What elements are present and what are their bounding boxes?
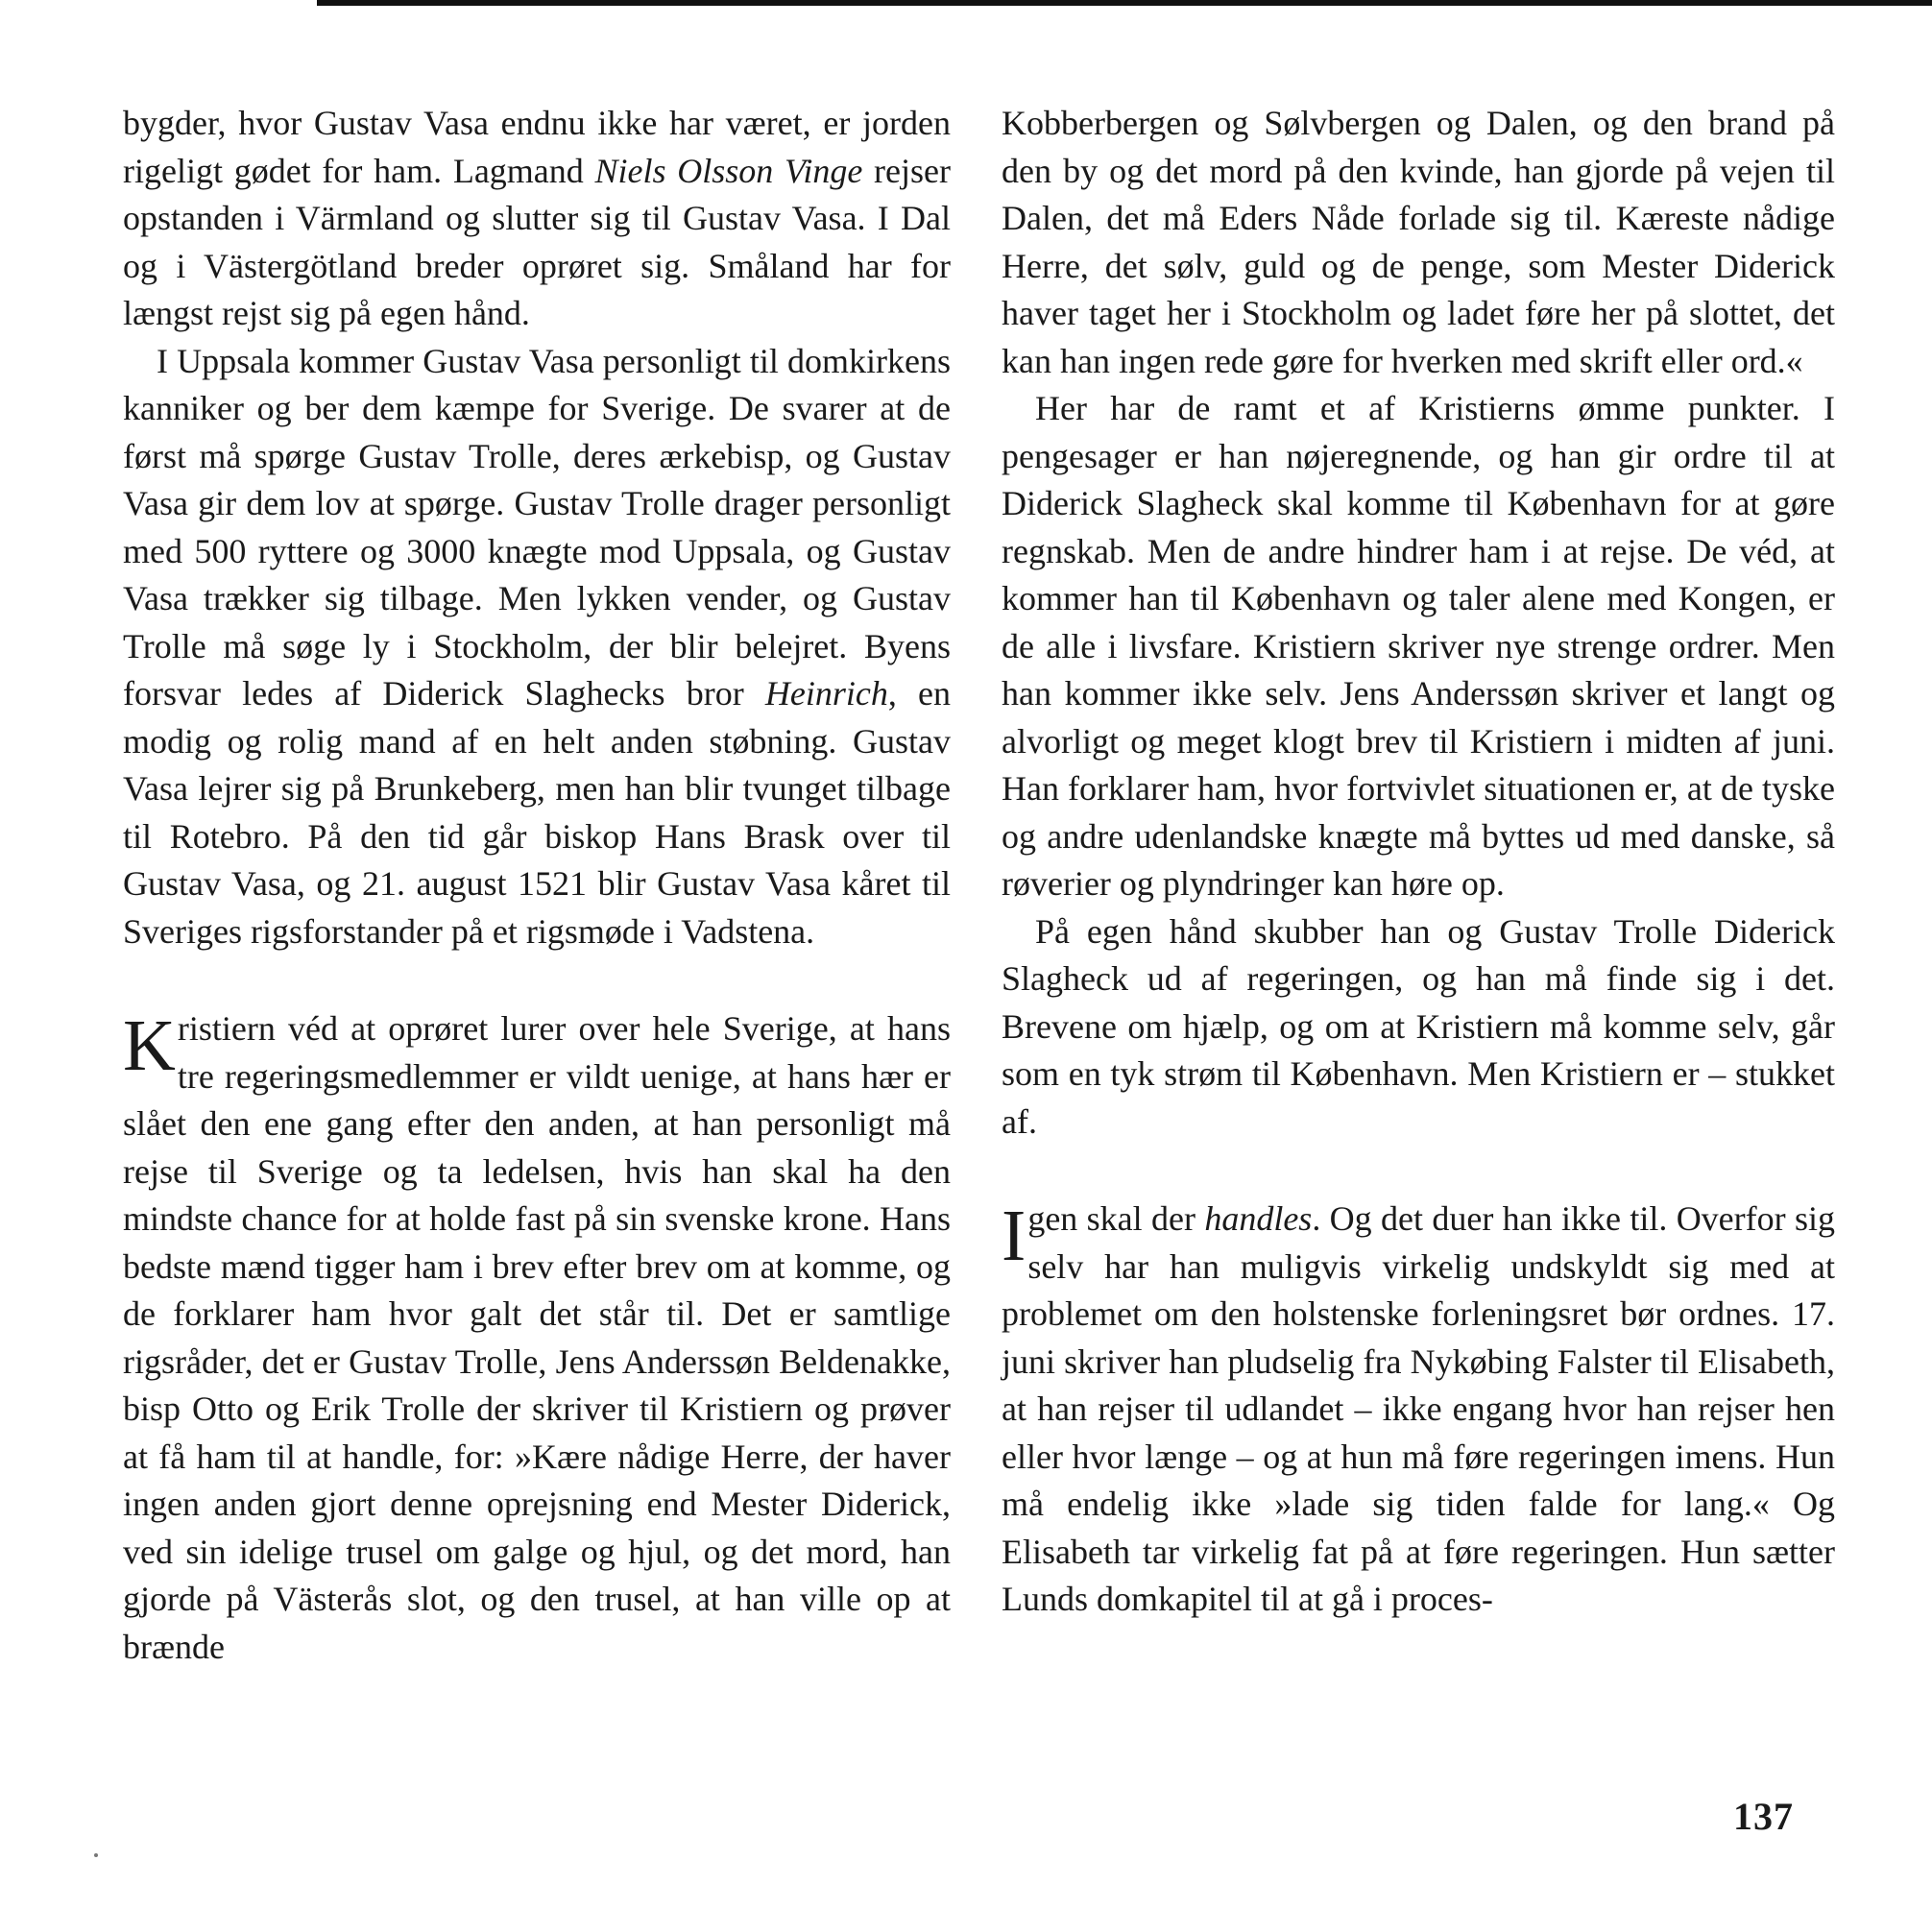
paragraph [1002, 100, 1835, 385]
paragraph [1002, 385, 1835, 908]
section-paragraph [123, 1005, 951, 1671]
scan-speck [94, 1853, 98, 1857]
text-run: På egen hånd skubber han og Gustav Trolle Diderick Slagheck ud af regeringen, og han må finde sig i det. Brevene om hjælp, og om at Kristiern må komme selv, går som en tyk strøm til København. Men Kristiern er – stukket af. [1002, 911, 1835, 1141]
page-number: 137 [1733, 1795, 1794, 1838]
text-run: bygder, hvor Gustav Vasa endnu ikke har været, er jorden rigeligt gødet for ham. Lagmand [123, 104, 951, 190]
text-run: gen skal der [1027, 1199, 1205, 1238]
paragraph [123, 338, 951, 956]
paragraph [123, 100, 951, 338]
drop-cap: K [123, 1005, 176, 1086]
text-run: . Og det duer han ikke til. Overfor sig selv har han muligvis virkelig undskyldt sig med at problemet om den holstenske forleningsret bør ordnes. 17. juni skriver han pludselig fra Nykøbing Falster til Elisabeth, at han rejser til udlandet – ikke engang hvor han rejser hen eller hvor længe – og at hun må føre regeringen imens. Hun må endelig ikke »lade sig tiden falde for lang.« Og Elisabeth tar virkelig fat på at føre regeringen. Hun sætter Lunds domkapitel til at gå i proces- [1002, 1199, 1835, 1618]
left-column [123, 100, 951, 1671]
paragraph [1002, 908, 1835, 1147]
italic-name: Niels Olsson Vinge [594, 151, 863, 190]
text-run: ristiern véd at oprøret lurer over hele Sverige, at hans tre regeringsmedlemmer er vildt uenige, at hans hær er slået den ene gang efter den anden, at han personligt må rejse til Sverige og ta ledelsen, hvis han skal ha den mindste chance for at holde fast på sin svenske krone. Hans bedste mænd tigger ham i brev efter brev om at komme, og de forklarer ham hvor galt det står til. Det er samtlige rigsråder, det er Gustav Trolle, Jens Anderssøn Beldenakke, bisp Otto og Erik Trolle der skriver til Kristiern og prøver at få ham til at handle, for: »Kære nådige Herre, der haver ingen anden gjort denne oprejsning end Mester Diderick, ved sin idelige trusel om galge og hjul, og det mord, han gjorde på Västerås slot, og den trusel, at han ville op at brænde [123, 1009, 951, 1666]
italic-word: handles [1204, 1199, 1313, 1238]
text-run: , en modig og rolig mand af en helt anden støbning. Gustav Vasa lejrer sig på Brunkeberg, men han blir tvunget tilbage til Rotebro. På den tid går biskop Hans Brask over til Gustav Vasa, og 21. august 1521 blir Gustav Vasa kåret til Sveriges rigsforstander på et rigsmøde i Vadstena. [123, 674, 952, 951]
text-run: Her har de ramt et af Kristierns ømme punkter. I pengesager er han nøjeregnende, og han gir ordre til at Diderick Slagheck skal komme til København for at gøre regnskab. Men de andre hindrer ham i at rejse. De véd, at kommer han til København og taler alene med Kongen, er de alle i livsfare. Kristiern skriver nye strenge ordrer. Men han kommer ikke selv. Jens Anderssøn skriver et langt og alvorligt og meget klogt brev til Kristiern i midten af juni. Han forklarer ham, hvor fortvivlet situationen er, at de tyske og andre udenlandske knægte må byttes ud med danske, så røverier og plyndringer kan høre op. [1002, 389, 1835, 903]
drop-cap: I [1002, 1196, 1026, 1276]
top-rule [317, 0, 1932, 6]
text-run: rejser opstanden i Värmland og slutter sig til Gustav Vasa. I Dal og i Västergötland breder oprøret sig. Småland har for længst rejst sig på egen hånd. [123, 151, 951, 332]
text-run: Kobberbergen og Sølvbergen og Dalen, og den brand på den by og det mord på den kvinde, han gjorde på vejen til Dalen, det må Eders Nåde forlade sig til. Kæreste nådige Herre, det sølv, guld og de penge, som Mester Diderick haver taget her i Stockholm og ladet føre her på slottet, det kan han ingen rede gøre for hverken med skrift eller ord.« [1002, 104, 1835, 380]
italic-name: Heinrich [764, 674, 888, 713]
right-column [1002, 100, 1835, 1624]
text-run: I Uppsala kommer Gustav Vasa personligt til domkirkens kanniker og ber dem kæmpe for Sverige. De svarer at de først må spørge Gustav Trolle, deres ærkebisp, og Gustav Vasa gir dem lov at spørge. Gustav Trolle drager personligt med 500 ryttere og 3000 knægte mod Uppsala, og Gustav Vasa trækker sig tilbage. Men lykken vender, og Gustav Trolle må søge ly i Stockholm, der blir belejret. Byens forsvar ledes af Diderick Slaghecks bror [123, 341, 951, 713]
section-paragraph [1002, 1196, 1835, 1624]
